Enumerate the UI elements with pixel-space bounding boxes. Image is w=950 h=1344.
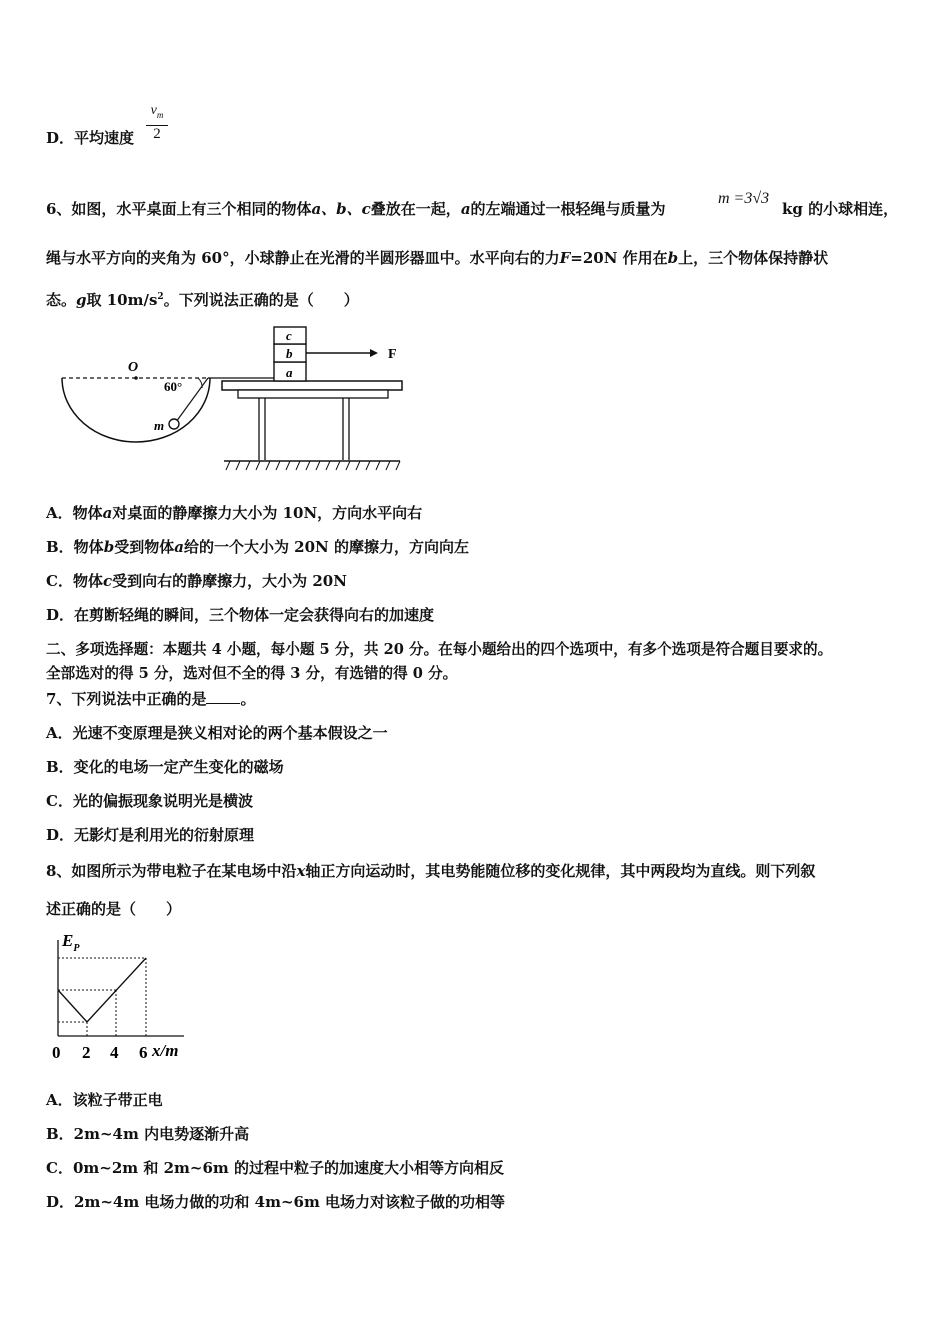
label-b: b	[286, 346, 293, 361]
q7-option-c[interactable]: C．光的偏振现象说明光是横波	[46, 792, 253, 810]
q6-figure	[50, 322, 410, 477]
label-o: O	[128, 360, 139, 375]
section2-instructions-line-1: 二、多项选择题：本题共 4 小题，每小题 5 分，共 20 分。在每小题给出的四个选项中，有多个选项是符合题目要求的。	[46, 641, 833, 658]
force-arrow-head	[370, 349, 378, 357]
label-angle: 60°	[164, 379, 183, 394]
mass-unit: kg 的小球相连，	[782, 200, 899, 218]
label-a: a	[286, 365, 293, 380]
q8-ep-graph	[44, 928, 204, 1066]
answer-blank[interactable]	[206, 689, 240, 704]
y-axis-label: $E_P$	[62, 931, 80, 954]
ground-hatching	[226, 461, 400, 470]
q6-option-d[interactable]: D．在剪断轻绳的瞬间，三个物体一定会获得向右的加速度	[46, 606, 435, 624]
guide-lines	[58, 958, 146, 1036]
q8-option-d[interactable]: D．2m~4m 电场力做的功和 4m~6m 电场力对该粒子做的功相等	[46, 1193, 506, 1211]
q8-option-b[interactable]: B．2m~4m 内电势逐渐升高	[46, 1125, 250, 1143]
tick-6: 6	[139, 1043, 148, 1062]
label-f: F	[388, 347, 397, 362]
table-apron	[238, 390, 388, 398]
label-m: m	[154, 418, 165, 433]
q6-option-b[interactable]: B．物体b受到物体a给的一个大小为 20N 的摩擦力，方向向左	[46, 538, 469, 556]
q6-stem-line-1: 6、如图，水平桌面上有三个相同的物体a、b、c叠放在一起，a的左端通过一根轻绳与质量为	[46, 200, 666, 218]
average-velocity-fraction: $v_m$ 2	[146, 104, 168, 143]
tick-4: 4	[110, 1043, 119, 1062]
tick-0: 0	[52, 1043, 61, 1062]
ball	[169, 419, 179, 429]
q7-option-b[interactable]: B．变化的电场一定产生变化的磁场	[46, 758, 284, 776]
q6-option-a[interactable]: A．物体a对桌面的静摩擦力大小为 10N，方向水平向右	[46, 504, 423, 522]
q6-option-c[interactable]: C．物体c受到向右的静摩擦力，大小为 20N	[46, 572, 347, 590]
center-point	[134, 376, 138, 380]
x-axis-label: x/m	[152, 1041, 179, 1060]
q6-stem-line-3: 态。g取 $10m/s^2$。下列说法正确的是（ ）	[46, 291, 359, 309]
q8-option-a[interactable]: A．该粒子带正电	[46, 1091, 163, 1109]
q5-option-d[interactable]	[46, 128, 134, 148]
mass-expression: m =3√3	[718, 190, 770, 207]
q8-option-c[interactable]: C．0m~2m 和 2m~6m 的过程中粒子的加速度大小相等方向相反	[46, 1159, 504, 1177]
q7-option-d[interactable]: D．无影灯是利用光的衍射原理	[46, 826, 255, 844]
label-c: c	[286, 328, 292, 343]
q7-stem: 7、下列说法中正确的是 。	[46, 690, 256, 708]
q8-stem-line-1: 8、如图所示为带电粒子在某电场中沿x轴正方向运动时，其电势能随位移的变化规律，其中两段均为直线。则下列叙	[46, 862, 816, 880]
q5-option-d-label: D．平均速度	[46, 129, 135, 147]
tick-2: 2	[82, 1043, 91, 1062]
semicircle-bowl	[62, 378, 210, 442]
tabletop	[222, 381, 402, 390]
section2-instructions-line-2: 全部选对的得 5 分，选对但不全的得 3 分，有选错的得 0 分。	[46, 665, 458, 682]
q7-option-a[interactable]: A．光速不变原理是狭义相对论的两个基本假设之一	[46, 724, 388, 742]
q6-stem-line-2: 绳与水平方向的夹角为 60°，小球静止在光滑的半圆形器皿中。水平向右的力F=20N 作用在b上，三个物体保持静状	[46, 249, 829, 267]
q8-stem-line-2: 述正确的是（ ）	[46, 900, 182, 918]
